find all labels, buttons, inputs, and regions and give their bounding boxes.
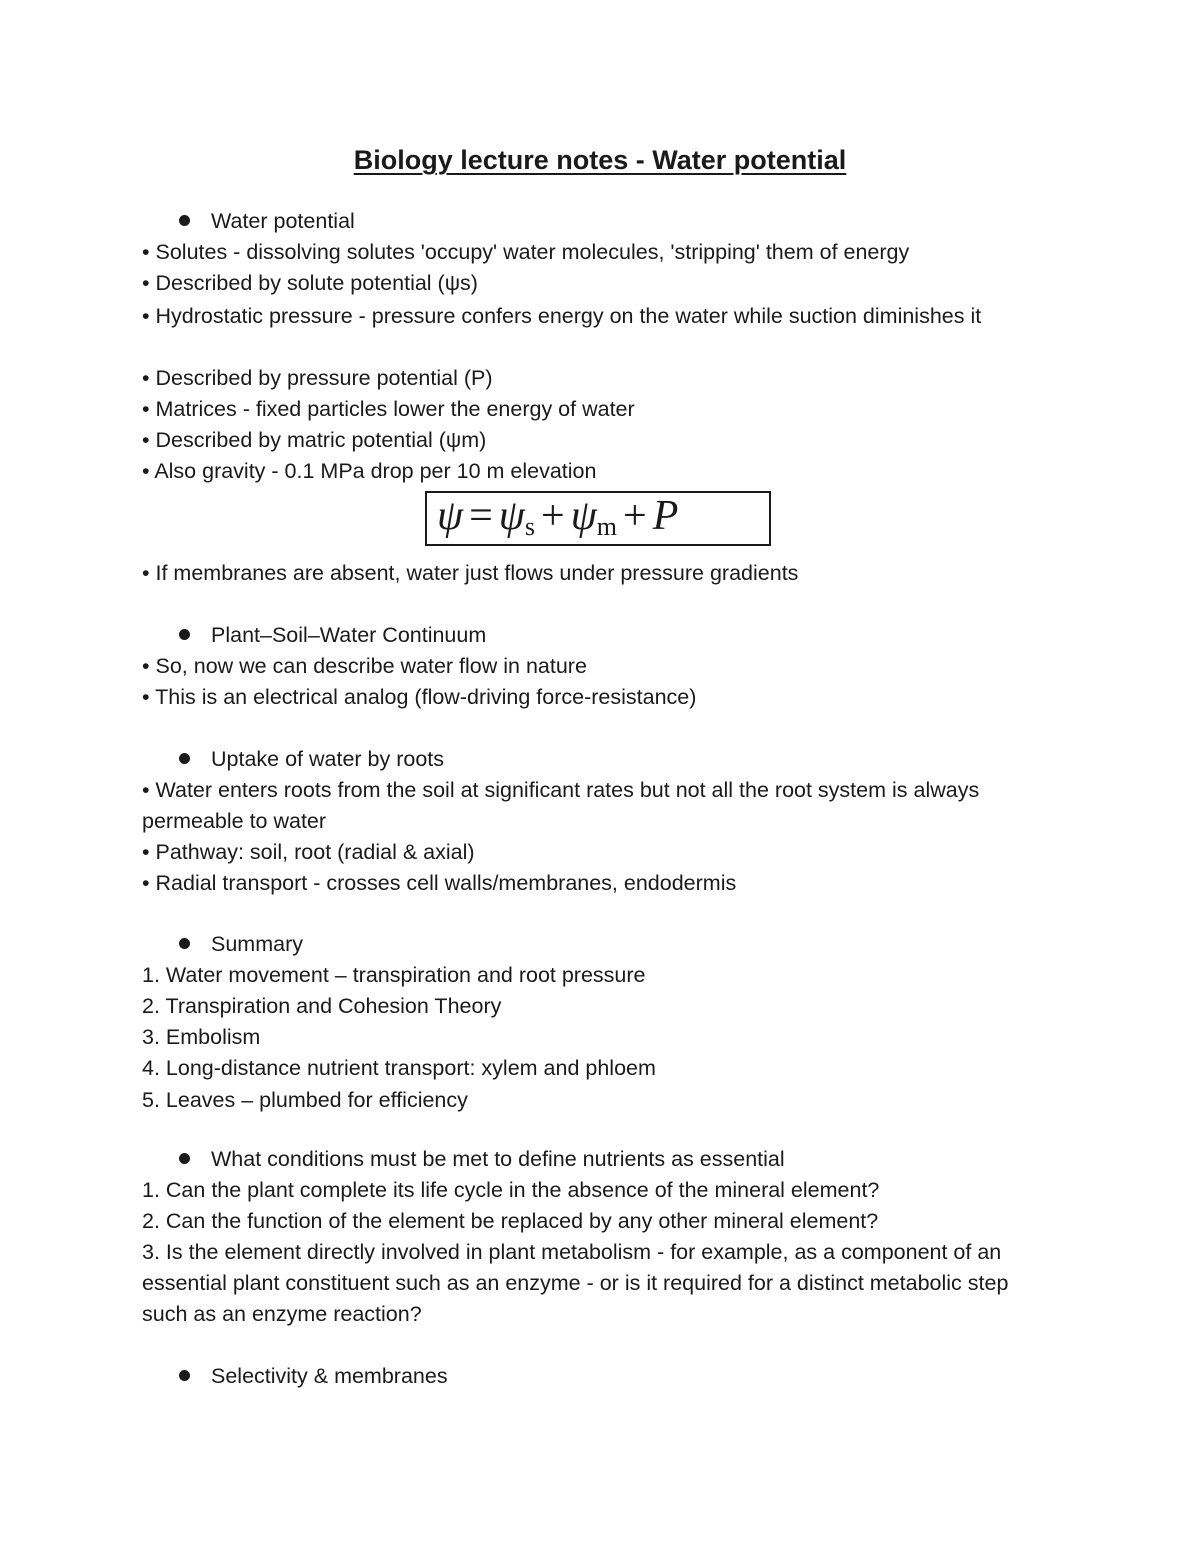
section-heading-summary (179, 929, 303, 960)
list-item: • Pathway: soil, root (radial & axial) (142, 840, 475, 864)
list-item: • Described by pressure potential (P) (142, 366, 493, 390)
list-item: • Solutes - dissolving solutes 'occupy' water molecules, 'stripping' them of energy (142, 240, 910, 264)
list-item: 3. Embolism (142, 1025, 261, 1049)
formula-plus: + (541, 493, 565, 539)
bullet-icon (179, 753, 190, 764)
section-heading-essential-nutrients (179, 1144, 785, 1175)
section-heading-label: Summary (211, 932, 303, 956)
bullet-icon (179, 938, 190, 949)
section-heading-selectivity (179, 1361, 448, 1392)
bullet-icon (179, 1153, 190, 1164)
list-item: 1. Can the plant complete its life cycle in the absence of the mineral element? (142, 1178, 880, 1202)
list-item: 1. Water movement – transpiration and root pressure (142, 963, 646, 987)
bullet-icon (179, 629, 190, 640)
page-title: Biology lecture notes - Water potential (353, 145, 847, 175)
list-item: 3. Is the element directly involved in plant metabolism - for example, as a component of an essential plant constituent such as an enzyme - or is it required for a distinct metabolic step such as an enzyme reaction? (142, 1240, 1009, 1326)
list-item: • Hydrostatic pressure - pressure confers energy on the water while suction diminishes it (142, 304, 982, 328)
list-item: • Radial transport - crosses cell walls/membranes, endodermis (142, 871, 737, 895)
formula-subscript-m: m (596, 512, 618, 541)
section-heading-label: Plant–Soil–Water Continuum (211, 623, 487, 647)
list-item: 4. Long-distance nutrient transport: xylem and phloem (142, 1056, 656, 1080)
formula-psi: ψ (570, 493, 597, 539)
list-item: 2. Transpiration and Cohesion Theory (142, 994, 502, 1018)
list-item: • If membranes are absent, water just flows under pressure gradients (142, 561, 799, 585)
list-item: 5. Leaves – plumbed for efficiency (142, 1088, 468, 1112)
section-heading-uptake (179, 744, 444, 775)
list-item: • Also gravity - 0.1 MPa drop per 10 m elevation (142, 459, 597, 483)
list-item: 2. Can the function of the element be replaced by any other mineral element? (142, 1209, 879, 1233)
formula-equals: = (469, 493, 493, 539)
water-potential-formula (425, 491, 771, 546)
list-item: • Water enters roots from the soil at significant rates but not all the root system is always permeable to water (142, 778, 980, 833)
formula-psi: ψ (498, 493, 525, 539)
section-heading-label: Uptake of water by roots (211, 747, 445, 771)
list-item: • So, now we can describe water flow in nature (142, 654, 587, 678)
formula-plus: + (623, 493, 647, 539)
section-heading-label: Selectivity & membranes (211, 1364, 448, 1388)
list-item: • Described by solute potential (ψs) (142, 271, 478, 295)
section-heading-continuum (179, 620, 486, 651)
list-item: • Described by matric potential (ψm) (142, 428, 487, 452)
section-heading-water-potential (179, 206, 355, 237)
bullet-icon (179, 1370, 190, 1381)
section-heading-label: Water potential (211, 209, 355, 233)
bullet-icon (179, 215, 190, 226)
formula-subscript-s: s (524, 512, 535, 541)
section-heading-label: What conditions must be met to define nutrients as essential (211, 1147, 785, 1171)
list-item: • Matrices - fixed particles lower the energy of water (142, 397, 635, 421)
list-item: • This is an electrical analog (flow-driving force-resistance) (142, 685, 697, 709)
formula-psi: ψ (437, 493, 464, 539)
formula-pressure: P (652, 493, 679, 539)
